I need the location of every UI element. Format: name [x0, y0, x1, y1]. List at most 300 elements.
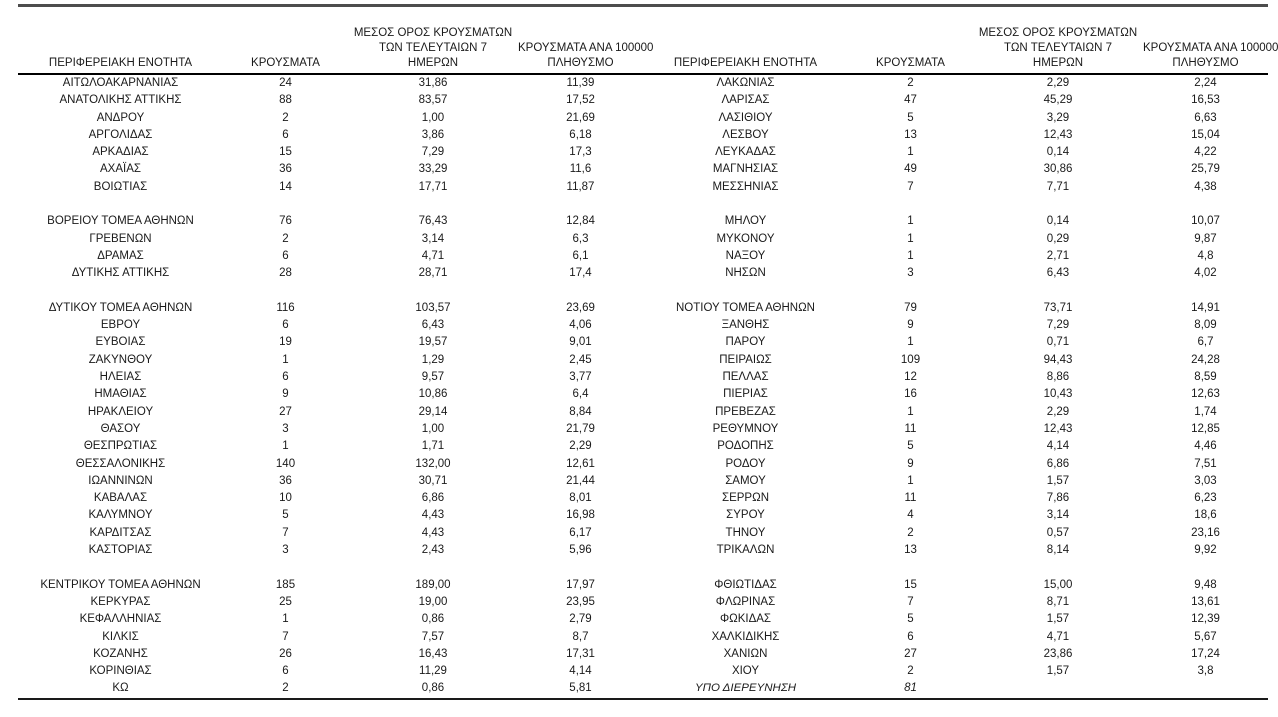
per100k-cell: 6,4: [572, 388, 589, 401]
per100k-cell: 6,1: [572, 249, 589, 262]
table-row: [643, 161, 1268, 178]
region-name-cell: ΚΑΣΤΟΡΙΑΣ: [88, 544, 153, 557]
per100k-cell: 4,02: [1194, 267, 1217, 280]
spacer-cell: [643, 283, 1268, 300]
cases-cell: 1: [907, 474, 914, 487]
avg7-cell: 33,29: [418, 163, 448, 176]
group-spacer-row: [643, 283, 1268, 300]
cases-cell: 4: [907, 509, 914, 522]
region-name-cell: ΞΑΝΘΗΣ: [721, 319, 770, 332]
table-header-left: [18, 7, 654, 74]
table-row: [643, 421, 1268, 438]
avg7-cell: 83,57: [418, 94, 448, 107]
table-row: [643, 334, 1268, 351]
table-row: [643, 594, 1268, 611]
per100k-cell: 4,46: [1194, 440, 1217, 453]
spacer-cell: [18, 196, 643, 213]
avg7-cell: 28,71: [418, 267, 448, 280]
per100k-cell: 9,01: [569, 336, 592, 349]
region-name-cell: ΣΕΡΡΩΝ: [721, 492, 770, 505]
avg7-cell: 2,43: [421, 544, 445, 557]
cases-cell: 185: [275, 578, 296, 591]
avg7-cell: 4,71: [421, 249, 445, 262]
region-name-cell: ΙΩΑΝΝΙΝΩΝ: [88, 474, 153, 487]
table-row: [643, 438, 1268, 455]
cases-cell: 6: [282, 249, 289, 262]
region-name-cell: ΕΥΒΟΙΑΣ: [95, 336, 146, 349]
avg7-cell: 8,86: [1046, 371, 1070, 384]
per100k-cell: 5,81: [569, 682, 592, 695]
table-row: [643, 352, 1268, 369]
table-row: [643, 507, 1268, 524]
per100k-cell: 8,84: [569, 405, 592, 418]
region-name-cell: ΛΑΣΙΘΙΟΥ: [718, 111, 773, 124]
per100k-cell: 12,63: [1191, 388, 1220, 401]
cases-cell: 1: [907, 215, 914, 228]
per100k-cell: 5,67: [1194, 630, 1217, 643]
per100k-cell: 4,22: [1194, 146, 1217, 159]
table-row: [643, 231, 1268, 248]
cases-cell: 7: [907, 180, 914, 193]
avg7-cell: 73,71: [1043, 301, 1073, 314]
table-row: [18, 680, 643, 697]
avg7-cell: 30,86: [1043, 163, 1073, 176]
table-row: [18, 300, 643, 317]
cases-cell: 28: [279, 267, 292, 280]
table-row: [18, 456, 643, 473]
cases-cell: 16: [904, 388, 917, 401]
cases-cell: 5: [282, 509, 289, 522]
avg7-cell: 30,71: [418, 474, 448, 487]
region-name-cell: ΕΒΡΟΥ: [100, 319, 141, 332]
region-name-cell: ΘΕΣΠΡΩΤΙΑΣ: [83, 440, 158, 453]
region-name-cell: ΗΛΕΙΑΣ: [99, 371, 142, 384]
avg7-cell: 8,71: [1046, 595, 1070, 608]
avg7-cell: 76,43: [418, 215, 448, 228]
avg7-cell: 8,14: [1046, 544, 1070, 557]
avg7-cell: 103,57: [415, 301, 451, 314]
per100k-cell: 6,18: [569, 128, 592, 141]
header-avg7-line3: ΗΜΕΡΩΝ: [407, 57, 459, 69]
region-name-cell: ΚΑΡΔΙΤΣΑΣ: [89, 526, 152, 539]
avg7-cell: 6,86: [421, 492, 445, 505]
cases-cell: 79: [904, 301, 917, 314]
region-name-cell: ΚΕΦΑΛΛΗΝΙΑΣ: [79, 613, 162, 626]
table-row: [643, 577, 1268, 594]
cases-cell: 3: [282, 544, 289, 557]
per100k-cell: 21,44: [566, 474, 595, 487]
cases-cell: 3: [907, 267, 914, 280]
per100k-cell: 17,3: [569, 146, 592, 159]
avg7-cell: 11,29: [419, 665, 447, 678]
region-name-cell: ΓΡΕΒΕΝΩΝ: [89, 232, 152, 245]
per100k-cell: 6,63: [1194, 111, 1217, 124]
cases-cell: 116: [276, 301, 295, 314]
region-name-cell: ΡΕΘΥΜΝΟΥ: [712, 422, 779, 435]
per100k-cell: 11,39: [566, 77, 595, 89]
per100k-cell: 9,48: [1194, 578, 1217, 591]
table-row: [643, 473, 1268, 490]
group-spacer-row: [18, 196, 643, 213]
cases-cell: 1: [282, 353, 289, 366]
cases-cell: 2: [907, 526, 914, 539]
avg7-cell: 0,57: [1046, 526, 1070, 539]
region-name-cell: ΠΑΡΟΥ: [725, 336, 766, 349]
table-row: [643, 74, 1268, 92]
cases-cell: 26: [279, 647, 292, 660]
avg7-cell: 1,57: [1046, 474, 1070, 487]
per100k-cell: 21,79: [566, 422, 595, 435]
per100k-cell: 6,17: [569, 526, 592, 539]
avg7-cell: 7,86: [1046, 492, 1070, 505]
cases-cell: 13: [904, 544, 917, 557]
header-per100k-line1: ΚΡΟΥΣΜΑΤΑ ΑΝΑ 100000: [518, 42, 654, 54]
table-body-right: [643, 74, 1268, 698]
avg7-cell: 6,43: [1046, 267, 1070, 280]
region-name-cell: ΑΙΤΩΛΟΑΚΑΡΝΑΝΙΑΣ: [62, 77, 179, 89]
cases-cell: 36: [279, 474, 292, 487]
region-name-cell: ΗΡΑΚΛΕΙΟΥ: [87, 405, 154, 418]
avg7-cell: 2,29: [1046, 77, 1070, 89]
cases-cell: 2: [907, 77, 914, 89]
table-row: [643, 144, 1268, 161]
region-name-cell: ΝΟΤΙΟΥ ΤΟΜΕΑ ΑΘΗΝΩΝ: [676, 301, 815, 314]
region-name-cell: ΚΟΖΑΝΗΣ: [93, 647, 148, 660]
spacer-cell: [643, 196, 1268, 213]
table-row: [18, 611, 643, 628]
header-avg7-line2: ΤΩΝ ΤΕΛΕΥΤΑΙΩΝ 7: [379, 42, 487, 54]
table-row: [643, 680, 1268, 697]
table-row: [18, 231, 643, 248]
avg7-cell: 3,86: [421, 128, 445, 141]
header-avg7-line1: ΜΕΣΟΣ ΟΡΟΣ ΚΡΟΥΣΜΑΤΩΝ: [353, 27, 513, 39]
region-name-cell: ΔΥΤΙΚΟΥ ΤΟΜΕΑ ΑΘΗΝΩΝ: [48, 301, 193, 314]
table-row: [18, 473, 643, 490]
avg7-cell: 0,29: [1046, 232, 1070, 245]
cases-cell: 19: [279, 336, 292, 349]
avg7-cell: 45,29: [1043, 94, 1073, 107]
per100k-cell: 21,69: [566, 111, 595, 124]
region-name-cell: ΛΕΣΒΟΥ: [722, 128, 769, 141]
avg7-cell: 4,43: [421, 509, 445, 522]
table-row: [18, 577, 643, 594]
per100k-cell: 3,03: [1194, 474, 1217, 487]
region-name-cell: ΘΑΣΟΥ: [100, 422, 141, 435]
per100k-cell: 2,24: [1194, 77, 1217, 89]
table-body-left: [18, 74, 643, 698]
region-name-cell: ΣΑΜΟΥ: [725, 474, 766, 487]
cases-cell: 88: [279, 94, 292, 107]
per100k-cell: 6,23: [1194, 492, 1217, 505]
avg7-cell: 0,14: [1046, 215, 1070, 228]
per100k-cell: 12,39: [1191, 613, 1220, 626]
table-row: [18, 161, 643, 178]
region-name-cell: ΚΑΛΥΜΝΟΥ: [88, 509, 153, 522]
cases-cell: 9: [282, 388, 289, 401]
cases-cell: 3: [282, 422, 289, 435]
region-name-cell: ΠΡΕΒΕΖΑΣ: [715, 405, 776, 418]
avg7-cell: 17,71: [418, 180, 448, 193]
region-name-cell: ΤΗΝΟΥ: [725, 526, 766, 539]
region-name-cell: ΝΑΞΟΥ: [725, 249, 766, 262]
cases-cell: 14: [279, 180, 292, 193]
group-spacer-row: [18, 283, 643, 300]
per100k-cell: 1,74: [1194, 405, 1217, 418]
region-name-cell: ΧΑΛΚΙΔΙΚΗΣ: [711, 630, 780, 643]
per100k-cell: 8,7: [572, 630, 589, 643]
table-row: [18, 179, 643, 196]
table-row: [18, 369, 643, 386]
per100k-cell: 8,09: [1194, 319, 1217, 332]
avg7-cell: 4,71: [1046, 630, 1070, 643]
header-cases: [848, 7, 973, 74]
table-row: [643, 317, 1268, 334]
table-row: [643, 629, 1268, 646]
region-name-cell: ΘΕΣΣΑΛΟΝΙΚΗΣ: [75, 457, 166, 470]
table-row: [18, 144, 643, 161]
cases-cell: 1: [907, 232, 914, 245]
region-name-cell: ΑΧΑΪΑΣ: [100, 163, 141, 176]
cases-cell: 5: [907, 111, 914, 124]
header-region-label: ΠΕΡΙΦΕΡΕΙΑΚΗ ΕΝΟΤΗΤΑ: [673, 57, 818, 69]
cases-cell: 9: [907, 319, 914, 332]
region-name-cell: ΛΑΡΙΣΑΣ: [721, 94, 770, 107]
region-name-cell: ΗΜΑΘΙΑΣ: [94, 388, 147, 401]
header-per100k-line2: ΠΛΗΘΥΣΜΟ: [1172, 57, 1239, 69]
region-name-cell: ΠΙΕΡΙΑΣ: [723, 388, 768, 401]
cases-cell: 15: [904, 578, 917, 591]
region-name-cell: ΒΟΙΩΤΙΑΣ: [93, 180, 148, 193]
region-name-cell: ΔΥΤΙΚΗΣ ΑΤΤΙΚΗΣ: [71, 267, 170, 280]
table-row: [643, 213, 1268, 230]
per100k-cell: 23,95: [566, 595, 595, 608]
cases-cell: 5: [907, 440, 914, 453]
avg7-cell: 3,14: [1046, 509, 1070, 522]
avg7-cell: 12,43: [1043, 128, 1073, 141]
avg7-cell: 7,29: [1046, 319, 1070, 332]
table-row: [18, 74, 643, 92]
avg7-cell: 3,29: [1046, 111, 1070, 124]
per100k-cell: 2,45: [569, 353, 592, 366]
header-cases: [223, 7, 348, 74]
avg7-cell: 3,14: [421, 232, 445, 245]
cases-cell: 6: [282, 665, 289, 678]
cases-cell: 2: [907, 665, 914, 678]
per100k-cell: 18,6: [1194, 509, 1217, 522]
avg7-cell: 7,29: [421, 146, 445, 159]
region-name-cell: ΜΥΚΟΝΟΥ: [716, 232, 775, 245]
group-spacer-row: [643, 196, 1268, 213]
region-name-cell: ΛΕΥΚΑΔΑΣ: [715, 146, 776, 159]
per100k-cell: 17,31: [566, 647, 595, 660]
table-row: [18, 352, 643, 369]
cases-cell: 2: [282, 232, 289, 245]
cases-table-right: [643, 7, 1278, 698]
table-row: [643, 179, 1268, 196]
avg7-cell: 6,43: [421, 319, 445, 332]
header-per100k-line1: ΚΡΟΥΣΜΑΤΑ ΑΝΑ 100000: [1143, 42, 1278, 54]
header-region: [18, 7, 223, 74]
cases-cell: 140: [275, 457, 296, 470]
region-name-cell: ΑΝΔΡΟΥ: [96, 111, 145, 124]
table-row: [643, 369, 1268, 386]
spacer-cell: [643, 559, 1268, 576]
header-avg7: [348, 7, 518, 74]
region-name-cell: ΠΕΛΛΑΣ: [722, 371, 769, 384]
avg7-cell: 12,43: [1043, 422, 1073, 435]
table-row: [18, 213, 643, 230]
region-name-cell: ΜΗΛΟΥ: [724, 215, 767, 228]
avg7-cell: 19,00: [418, 595, 448, 608]
region-name-cell: ΚΕΝΤΡΙΚΟΥ ΤΟΜΕΑ ΑΘΗΝΩΝ: [40, 578, 201, 591]
cases-cell: 27: [904, 647, 917, 660]
table-row: [18, 490, 643, 507]
cases-cell: 1: [907, 405, 914, 418]
cases-cell: 7: [907, 595, 914, 608]
table-row: [643, 265, 1268, 282]
avg7-cell: 0,71: [1046, 336, 1070, 349]
per100k-cell: 17,24: [1191, 647, 1220, 660]
region-name-cell: ΜΑΓΝΗΣΙΑΣ: [712, 163, 779, 176]
table-row: [643, 456, 1268, 473]
table-row: [643, 110, 1268, 127]
table-row: [18, 421, 643, 438]
cases-cell: 10: [279, 492, 292, 505]
avg7-cell: 29,14: [418, 405, 448, 418]
table-row: [18, 334, 643, 351]
region-name-cell: ΚΙΛΚΙΣ: [102, 630, 139, 643]
header-per100k: [1143, 7, 1278, 74]
per100k-cell: 11,6: [569, 163, 592, 176]
per100k-cell: 9,92: [1194, 544, 1217, 557]
per100k-cell: 2,79: [569, 613, 592, 626]
avg7-cell: 10,86: [418, 388, 448, 401]
table-row: [18, 663, 643, 680]
header-region: [643, 7, 848, 74]
per100k-cell: 11,87: [566, 180, 595, 193]
table-row: [643, 404, 1268, 421]
avg7-cell: 1,00: [421, 111, 445, 124]
per100k-cell: 12,85: [1191, 422, 1220, 435]
region-name-cell: ΔΡΑΜΑΣ: [97, 249, 144, 262]
region-name-cell: ΧΑΝΙΩΝ: [723, 647, 768, 660]
table-row: [18, 507, 643, 524]
table-row: [18, 646, 643, 663]
avg7-cell: 1,00: [421, 422, 445, 435]
avg7-cell: 4,14: [1046, 440, 1070, 453]
table-row: [643, 127, 1268, 144]
region-name-cell: ΖΑΚΥΝΘΟΥ: [88, 353, 153, 366]
table-row: [643, 525, 1268, 542]
cases-cell: 13: [904, 128, 917, 141]
per100k-cell: 24,28: [1191, 353, 1220, 366]
region-name-cell: ΚΩ: [112, 682, 129, 695]
table-row: [18, 110, 643, 127]
cases-cell: 11: [904, 422, 917, 435]
cases-cell: 6: [282, 371, 289, 384]
per100k-cell: [1143, 680, 1268, 697]
avg7-cell: 0,86: [421, 682, 445, 695]
header-per100k-line2: ΠΛΗΘΥΣΜΟ: [547, 57, 614, 69]
per100k-cell: 2,29: [569, 440, 592, 453]
cases-cell: 11: [904, 492, 917, 505]
header-avg7-line1: ΜΕΣΟΣ ΟΡΟΣ ΚΡΟΥΣΜΑΤΩΝ: [978, 27, 1138, 39]
cases-cell: 6: [282, 319, 289, 332]
region-name-cell: ΒΟΡΕΙΟΥ ΤΟΜΕΑ ΑΘΗΝΩΝ: [47, 215, 194, 228]
table-row: [18, 542, 643, 559]
avg7-cell: 31,86: [418, 77, 448, 89]
avg7-cell: 19,57: [418, 336, 448, 349]
table-row: [18, 127, 643, 144]
per100k-cell: 3,77: [569, 371, 592, 384]
per100k-cell: 17,97: [566, 578, 595, 591]
region-name-cell: ΦΩΚΙΔΑΣ: [719, 613, 772, 626]
region-name-cell: ΡΟΔΟΠΗΣ: [717, 440, 774, 453]
avg7-cell: 1,57: [1046, 665, 1070, 678]
cases-cell: 5: [907, 613, 914, 626]
per100k-cell: 14,91: [1191, 301, 1220, 314]
cases-cell: 15: [279, 146, 292, 159]
table-row: [643, 611, 1268, 628]
table-row: [643, 92, 1268, 109]
table-row: [18, 317, 643, 334]
cases-cell: 1: [907, 336, 914, 349]
table-row: [18, 404, 643, 421]
avg7-cell: 1,71: [421, 440, 445, 453]
avg7-cell: 16,43: [418, 647, 448, 660]
header-cases-label: ΚΡΟΥΣΜΑΤΑ: [876, 57, 945, 69]
per100k-cell: 4,8: [1197, 249, 1214, 262]
avg7-cell: 189,00: [415, 578, 451, 591]
table-row: [643, 248, 1268, 265]
cases-cell: 1: [907, 146, 914, 159]
header-per100k: [518, 7, 654, 74]
table-row: [643, 646, 1268, 663]
avg7-cell: 2,71: [1046, 249, 1070, 262]
cases-cell: 36: [279, 163, 292, 176]
avg7-cell: 23,86: [1043, 647, 1073, 660]
header-avg7: [973, 7, 1143, 74]
region-name-cell: ΜΕΣΣΗΝΙΑΣ: [712, 180, 779, 193]
cases-cell: 7: [282, 630, 289, 643]
cases-cell: 25: [279, 595, 292, 608]
region-name-cell: ΦΘΙΩΤΙΔΑΣ: [714, 578, 777, 591]
per100k-cell: 6,7: [1197, 336, 1214, 349]
per100k-cell: 4,06: [569, 319, 592, 332]
per100k-cell: 6,3: [572, 232, 589, 245]
group-spacer-row: [643, 559, 1268, 576]
avg7-cell: [973, 680, 1143, 697]
cases-cell: 2: [282, 111, 289, 124]
avg7-cell: 132,00: [415, 457, 451, 470]
cases-cell: 24: [279, 77, 292, 89]
cases-cell: 81: [904, 682, 917, 695]
cases-cell: 2: [282, 682, 289, 695]
cases-cell: 1: [907, 249, 914, 262]
per100k-cell: 9,87: [1194, 232, 1217, 245]
avg7-cell: 7,71: [1046, 180, 1070, 193]
region-name-cell: ΦΛΩΡΙΝΑΣ: [715, 595, 776, 608]
per100k-cell: 12,84: [566, 215, 595, 228]
region-name-cell: ΛΑΚΩΝΙΑΣ: [716, 77, 775, 89]
table-row: [18, 248, 643, 265]
avg7-cell: 94,43: [1043, 353, 1073, 366]
cases-cell: 27: [279, 405, 292, 418]
table-row: [18, 438, 643, 455]
per100k-cell: 25,79: [1191, 163, 1220, 176]
spacer-cell: [18, 559, 643, 576]
table-row: [18, 525, 643, 542]
